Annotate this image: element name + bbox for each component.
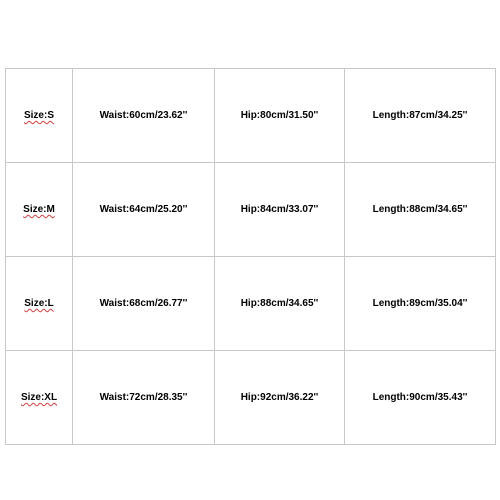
size-cell (6, 351, 73, 445)
length-cell: Length:89cm/35.04'' (345, 257, 496, 351)
hip-cell: Hip:88cm/34.65'' (215, 257, 345, 351)
size-cell (6, 257, 73, 351)
size-label: Size:M (23, 204, 55, 215)
size-cell (6, 69, 73, 163)
waist-cell: Waist:60cm/23.62'' (73, 69, 215, 163)
table-row (6, 69, 496, 163)
size-label: Size:XL (20, 392, 58, 403)
table-row (6, 163, 496, 257)
hip-cell: Hip:84cm/33.07'' (215, 163, 345, 257)
table-row (6, 351, 496, 445)
size-chart-table (5, 68, 496, 445)
table-row (6, 257, 496, 351)
waist-cell: Waist:68cm/26.77'' (73, 257, 215, 351)
length-cell: Length:90cm/35.43'' (345, 351, 496, 445)
hip-cell: Hip:80cm/31.50'' (215, 69, 345, 163)
waist-cell: Waist:64cm/25.20'' (73, 163, 215, 257)
size-label: Size:L (24, 298, 54, 309)
hip-cell: Hip:92cm/36.22'' (215, 351, 345, 445)
size-label: Size:S (23, 110, 54, 121)
length-cell: Length:87cm/34.25'' (345, 69, 496, 163)
size-cell (6, 163, 73, 257)
waist-cell: Waist:72cm/28.35'' (73, 351, 215, 445)
length-cell: Length:88cm/34.65'' (345, 163, 496, 257)
